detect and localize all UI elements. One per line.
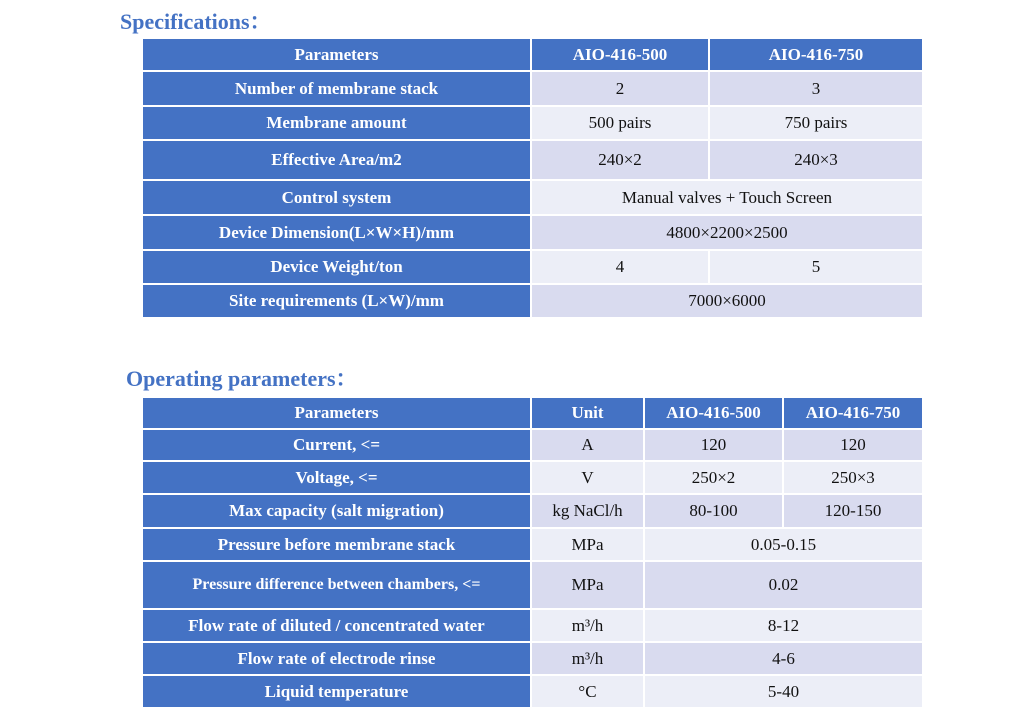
row-label: Max capacity (salt migration) (142, 494, 531, 528)
header-model-500: AIO-416-500 (531, 38, 709, 71)
table-row (142, 561, 923, 609)
row-label: Liquid temperature (142, 675, 531, 708)
row-label: Membrane amount (142, 106, 531, 140)
table-row (142, 250, 923, 284)
row-label: Control system (142, 180, 531, 215)
cell-value: 750 pairs (709, 106, 923, 140)
cell-value: 5 (709, 250, 923, 284)
table-row (142, 106, 923, 140)
table-row (142, 642, 923, 675)
row-label: Current, <= (142, 429, 531, 461)
cell-value: 250×3 (783, 461, 923, 494)
header-parameters: Parameters (142, 38, 531, 71)
table-row (142, 71, 923, 106)
cell-unit: MPa (531, 528, 644, 561)
row-label: Number of membrane stack (142, 71, 531, 106)
cell-value-merged: 0.05-0.15 (644, 528, 923, 561)
cell-value: 120-150 (783, 494, 923, 528)
cell-value: 240×3 (709, 140, 923, 180)
row-label: Voltage, <= (142, 461, 531, 494)
cell-unit: MPa (531, 561, 644, 609)
table-row (142, 675, 923, 708)
table-header-row (142, 397, 923, 429)
cell-value: 80-100 (644, 494, 783, 528)
header-parameters: Parameters (142, 397, 531, 429)
row-label: Flow rate of electrode rinse (142, 642, 531, 675)
row-label: Flow rate of diluted / concentrated water (142, 609, 531, 642)
cell-value: 120 (783, 429, 923, 461)
cell-value-merged: 8-12 (644, 609, 923, 642)
row-label: Pressure before membrane stack (142, 528, 531, 561)
cell-value: 3 (709, 71, 923, 106)
cell-value-merged: Manual valves + Touch Screen (531, 180, 923, 215)
cell-unit: m³/h (531, 642, 644, 675)
table-row (142, 494, 923, 528)
table-row (142, 284, 923, 318)
table-row (142, 429, 923, 461)
cell-unit: °C (531, 675, 644, 708)
cell-value: 2 (531, 71, 709, 106)
table-row (142, 180, 923, 215)
row-label: Device Weight/ton (142, 250, 531, 284)
row-label: Site requirements (L×W)/mm (142, 284, 531, 318)
cell-value: 500 pairs (531, 106, 709, 140)
table-header-row (142, 38, 923, 71)
table-row (142, 528, 923, 561)
cell-value: 120 (644, 429, 783, 461)
table-row (142, 215, 923, 250)
header-model-500: AIO-416-500 (644, 397, 783, 429)
table-row (142, 461, 923, 494)
cell-unit: m³/h (531, 609, 644, 642)
row-label: Pressure difference between chambers, <= (142, 561, 531, 609)
operating-parameters-title: Operating parameters： (126, 366, 358, 391)
table-row (142, 140, 923, 180)
cell-value-merged: 7000×6000 (531, 284, 923, 318)
header-model-750: AIO-416-750 (709, 38, 923, 71)
cell-value: 250×2 (644, 461, 783, 494)
specifications-title: Specifications： (120, 9, 272, 34)
header-model-750: AIO-416-750 (783, 397, 923, 429)
cell-unit: V (531, 461, 644, 494)
specifications-table (141, 37, 924, 319)
cell-value-merged: 4800×2200×2500 (531, 215, 923, 250)
table-row (142, 609, 923, 642)
cell-value-merged: 4-6 (644, 642, 923, 675)
cell-value: 240×2 (531, 140, 709, 180)
cell-unit: A (531, 429, 644, 461)
cell-value-merged: 0.02 (644, 561, 923, 609)
operating-parameters-table (141, 396, 924, 709)
cell-value-merged: 5-40 (644, 675, 923, 708)
row-label: Effective Area/m2 (142, 140, 531, 180)
cell-value: 4 (531, 250, 709, 284)
header-unit: Unit (531, 397, 644, 429)
cell-unit: kg NaCl/h (531, 494, 644, 528)
row-label: Device Dimension(L×W×H)/mm (142, 215, 531, 250)
